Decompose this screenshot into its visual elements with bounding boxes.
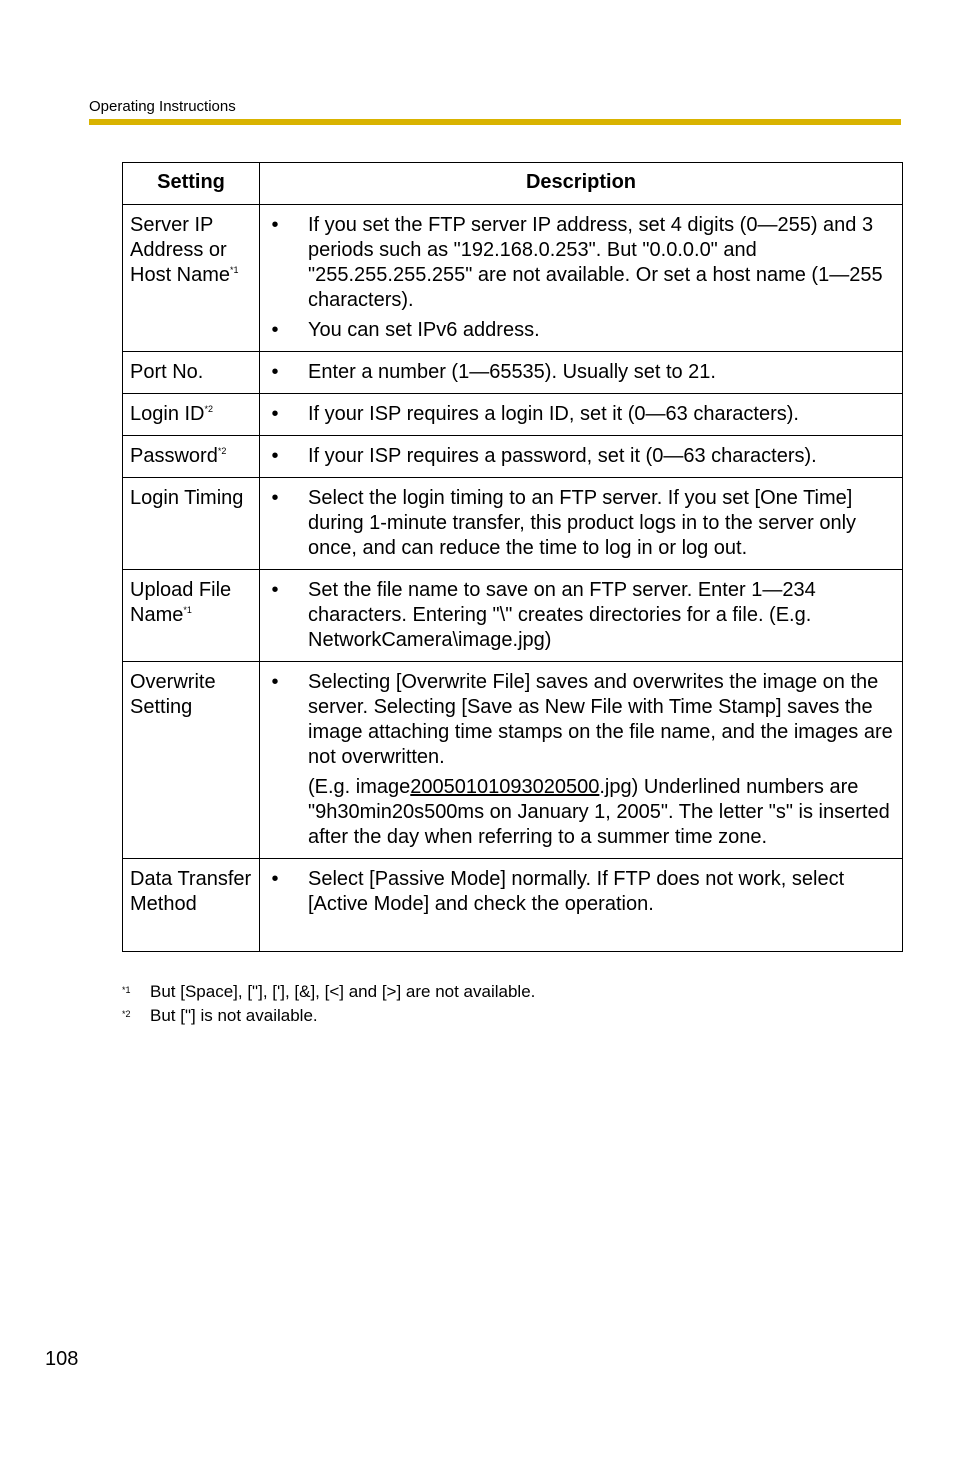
bullet-icon: • — [271, 214, 279, 236]
setting-name: Server IP Address or Host Name$^{*1}$ — [123, 205, 260, 352]
bullet-icon: • — [271, 487, 279, 509]
table-row — [123, 436, 903, 478]
setting-name: Password$^{*2}$ — [123, 436, 260, 478]
list-item: • Select the login timing to an FTP server. If you set [One Time] during 1-minute transfer, this product logs in to the server only once, and can reduce the time to log in or log out. — [267, 486, 896, 561]
setting-description — [260, 205, 903, 352]
list-item: • If you set the FTP server IP address, set 4 digits (0—255) and 3 periods such as "192.168.0.253". But "0.0.0.0" and "255.255.255.255" are not available. Or set a host name (1—255 characters). — [267, 213, 896, 313]
setting-description — [260, 478, 903, 570]
setting-description — [260, 352, 903, 394]
setting-description — [260, 570, 903, 662]
bullet-icon: • — [271, 671, 279, 693]
example-text: (E.g. image20050101093020500.jpg) Underlined numbers are "9h30min20s500ms on January 1, 2005". The letter "s" is inserted after the day when referring to a summer time zone. — [308, 776, 890, 848]
footnotes — [122, 980, 535, 1028]
footnote: *1 But [Space], ["], ['], [&], [<] and [>] are not available. — [122, 980, 535, 1004]
settings-table — [122, 162, 903, 952]
column-header-setting: Setting — [123, 163, 260, 205]
bullet-icon: • — [271, 868, 279, 890]
setting-description — [260, 436, 903, 478]
page-number: 108 — [45, 1348, 79, 1370]
setting-description — [260, 662, 903, 859]
running-title: Operating Instructions — [89, 98, 236, 115]
list-item: • Set the file name to save on an FTP server. Enter 1—234 characters. Entering "\" creates directories for a file. (E.g. NetworkCamera\image.jpg) — [267, 578, 896, 653]
table-row — [123, 205, 903, 352]
setting-name: Data Transfer Method — [123, 859, 260, 952]
footnote-ref: *1 — [183, 605, 192, 615]
list-item: • If your ISP requires a password, set it (0—63 characters). — [267, 444, 896, 469]
setting-name: Upload File Name$^{*1}$ — [123, 570, 260, 662]
footnote-ref: *2 — [204, 404, 214, 414]
column-header-description: Description — [260, 163, 903, 205]
setting-name: Port No. — [123, 352, 260, 394]
footnote-mark: *2 — [122, 1009, 131, 1019]
list-item: • If your ISP requires a login ID, set it (0—63 characters). — [267, 402, 896, 427]
header-rule — [89, 119, 901, 125]
setting-name: Overwrite Setting — [123, 662, 260, 859]
table-row — [123, 662, 903, 859]
footnote: *2 But ["] is not available. — [122, 1004, 535, 1028]
bullet-icon: • — [271, 361, 279, 383]
footnote-ref: *1 — [230, 265, 239, 275]
table-row — [123, 394, 903, 436]
bullet-icon: • — [271, 403, 279, 425]
list-item: • You can set IPv6 address. — [267, 318, 896, 343]
table-row — [123, 352, 903, 394]
table-row — [123, 859, 903, 952]
list-item: • Select [Passive Mode] normally. If FTP does not work, select [Active Mode] and check the operation. — [267, 867, 896, 917]
list-item: • Selecting [Overwrite File] saves and overwrites the image on the server. Selecting [Save as New File with Time Stamp] saves the image attaching time stamps on the file name, and the images are not overwritten. — [267, 670, 896, 770]
setting-name: Login ID$^{*2}$ — [123, 394, 260, 436]
footnote-mark: *1 — [122, 985, 131, 995]
table-header-row — [123, 163, 903, 205]
setting-description — [260, 859, 903, 952]
bullet-icon: • — [271, 319, 279, 341]
bullet-icon: • — [271, 579, 279, 601]
table-row — [123, 570, 903, 662]
setting-name: Login Timing — [123, 478, 260, 570]
list-item: • Enter a number (1—65535). Usually set to 21. — [267, 360, 896, 385]
underlined-timestamp: 20050101093020500 — [410, 776, 600, 798]
setting-description — [260, 394, 903, 436]
table-row — [123, 478, 903, 570]
footnote-ref: *2 — [217, 446, 227, 456]
bullet-icon: • — [271, 445, 279, 467]
